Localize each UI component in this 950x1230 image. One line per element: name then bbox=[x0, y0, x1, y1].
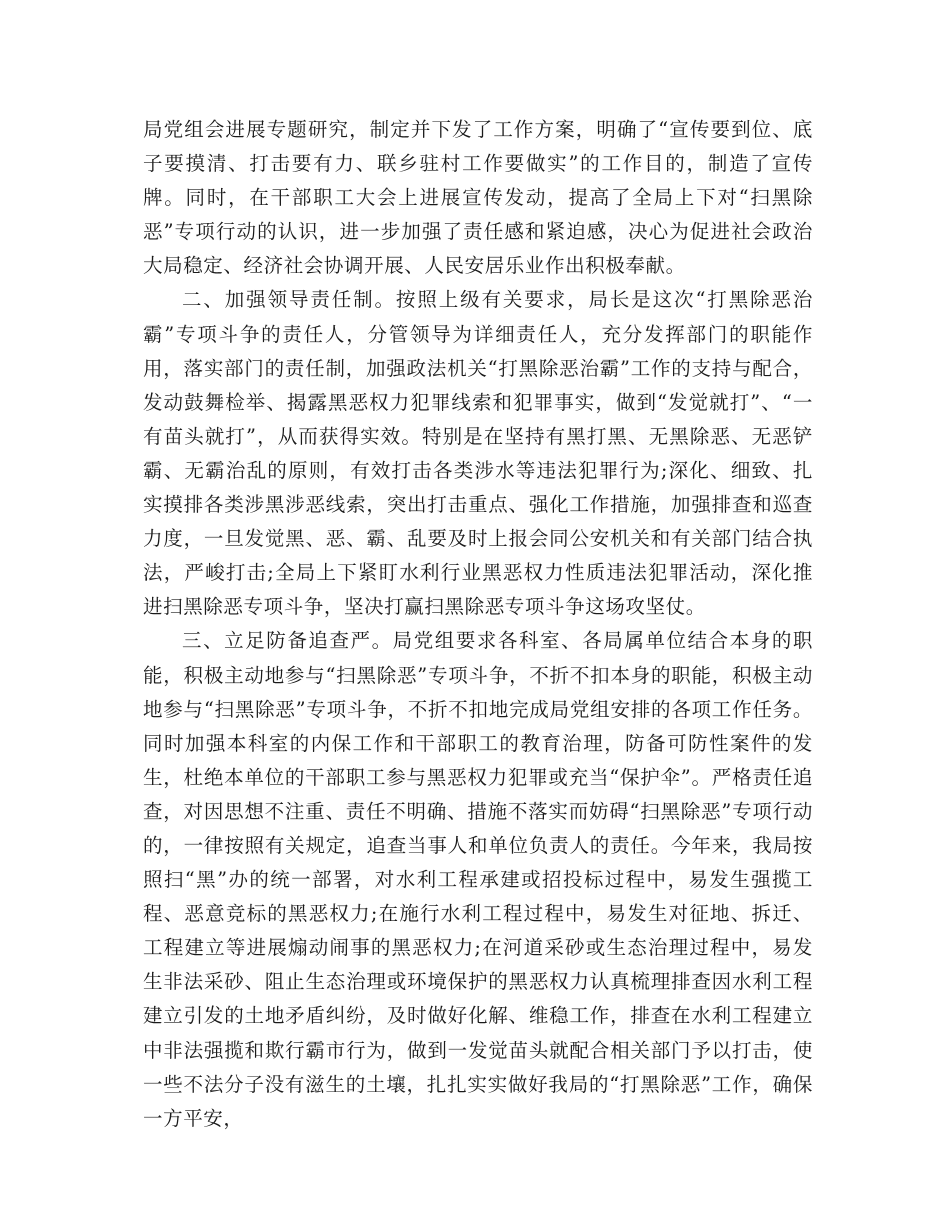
paragraph-continuation: 局党组会进展专题研究，制定并下发了工作方案，明确了“宣传要到位、底子要摸清、打击要有力、联乡驻村工作要做实”的工作目的，制造了宣传牌。同时，在干部职工大会上进展宣传发动，提高了全局上下对“扫黑除恶”专项行动的认识，进一步加强了责任感和紧迫感，决心为促进社会政治大局稳定、经济社会协调开展、人民安居乐业作出积极奉献。 bbox=[143, 118, 813, 278]
document-body bbox=[143, 113, 813, 1136]
paragraph-prevention-accountability: 三、立足防备追查严。局党组要求各科室、各局属单位结合本身的职能，积极主动地参与“扫黑除恶”专项斗争，不折不扣本身的职能，积极主动地参与“扫黑除恶”专项斗争，不折不扣地完成局党组安排的各项工作任务。同时加强本科室的内保工作和干部职工的教育治理，防备可防性案件的发生，杜绝本单位的干部职工参与黑恶权力犯罪或充当“保护伞”。严格责任追查，对因思想不注重、责任不明确、措施不落实而妨碍“扫黑除恶”专项行动的，一律按照有关规定，追查当事人和单位负责人的责任。今年来，我局按照扫“黑”办的统一部署，对水利工程承建或招投标过程中，易发生强揽工程、恶意竞标的黑恶权力;在施行水利工程过程中，易发生对征地、拆迁、工程建立等进展煽动闹事的黑恶权力;在河道采砂或生态治理过程中，易发生非法采砂、阻止生态治理或环境保护的黑恶权力认真梳理排查因水利工程建立引发的土地矛盾纠纷，及时做好化解、维稳工作，排查在水利工程建立中非法强揽和欺行霸市行为，做到一发觉苗头就配合相关部门予以打击，使一些不法分子没有滋生的土壤，扎扎实实做好我局的“打黑除恶”工作，确保一方平安， bbox=[143, 629, 813, 1130]
paragraph-leadership-responsibility: 二、加强领导责任制。按照上级有关要求，局长是这次“打黑除恶治霸”专项斗争的责任人，分管领导为详细责任人，充分发挥部门的职能作用，落实部门的责任制，加强政法机关“打黑除恶治霸”工作的支持与配合，发动鼓舞检举、揭露黑恶权力犯罪线索和犯罪事实，做到“发觉就打”、“一有苗头就打”，从而获得实效。特别是在坚持有黑打黑、无黑除恶、无恶铲霸、无霸治乱的原则，有效打击各类涉水等违法犯罪行为;深化、细致、扎实摸排各类涉黑涉恶线索，突出打击重点、强化工作措施，加强排查和巡查力度，一旦发觉黑、恶、霸、乱要及时上报会同公安机关和有关部门结合执法，严峻打击;全局上下紧盯水利行业黑恶权力性质违法犯罪活动，深化推进扫黑除恶专项斗争，坚决打赢扫黑除恶专项斗争这场攻坚仗。 bbox=[143, 288, 813, 619]
